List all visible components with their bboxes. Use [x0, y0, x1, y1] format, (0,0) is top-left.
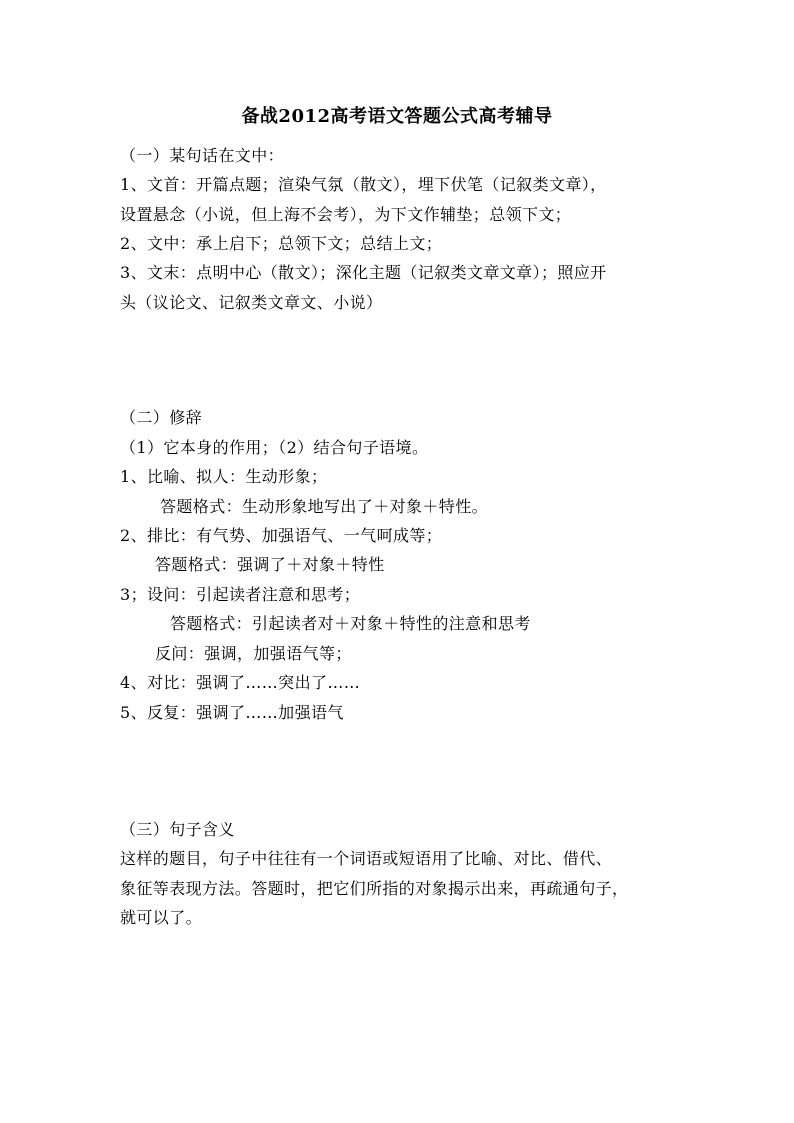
section2-line: 2、排比：有气势、加强语气、一气呵成等； — [120, 526, 443, 545]
section2-line: 1、比喻、拟人：生动形象； — [120, 467, 328, 486]
section2-line: 3；设问：引起读者注意和思考； — [120, 585, 361, 604]
section3-heading: （三）句子含义 — [120, 820, 235, 839]
section1-line: 头（议论文、记叙类文章文、小说） — [120, 293, 383, 312]
section2-line: 反问：强调，加强语气等； — [155, 644, 352, 663]
section1-line: 设置悬念（小说，但上海不会考），为下文作辅垫；总领下文； — [120, 205, 572, 224]
section2-line: 5、反复：强调了……加强语气 — [120, 703, 344, 722]
section3-line: 这样的题目，句子中往往有一个词语或短语用了比喻、对比、借代、 — [120, 849, 613, 868]
section2-line: 答题格式：生动形象地写出了＋对象＋特性。 — [160, 497, 489, 516]
section1-line: 3、文末：点明中心（散文）；深化主题（记叙类文章文章）；照应开 — [120, 263, 607, 282]
section1-line: 2、文中：承上启下；总领下文；总结上文； — [120, 234, 443, 253]
section2-heading: （二）修辞 — [120, 408, 203, 427]
document-title: 备战2012高考语文答题公式高考辅导 — [241, 106, 553, 127]
section2-line: 4、对比：强调了……突出了…… — [120, 673, 361, 692]
section1-line: 1、文首：开篇点题；渲染气氛（散文），埋下伏笔（记叙类文章）， — [120, 175, 607, 194]
section3-line: 就可以了。 — [120, 908, 203, 927]
section2-line: （1）它本身的作用；（2）结合句子语境。 — [120, 438, 429, 457]
section2-line: 答题格式：引起读者对＋对象＋特性的注意和思考 — [170, 614, 531, 633]
section2-line: 答题格式：强调了＋对象＋特性 — [155, 555, 385, 574]
section1-heading: （一）某句话在文中： — [120, 146, 285, 165]
section3-line: 象征等表现方法。答题时，把它们所指的对象揭示出来，再疏通句子， — [120, 879, 629, 898]
